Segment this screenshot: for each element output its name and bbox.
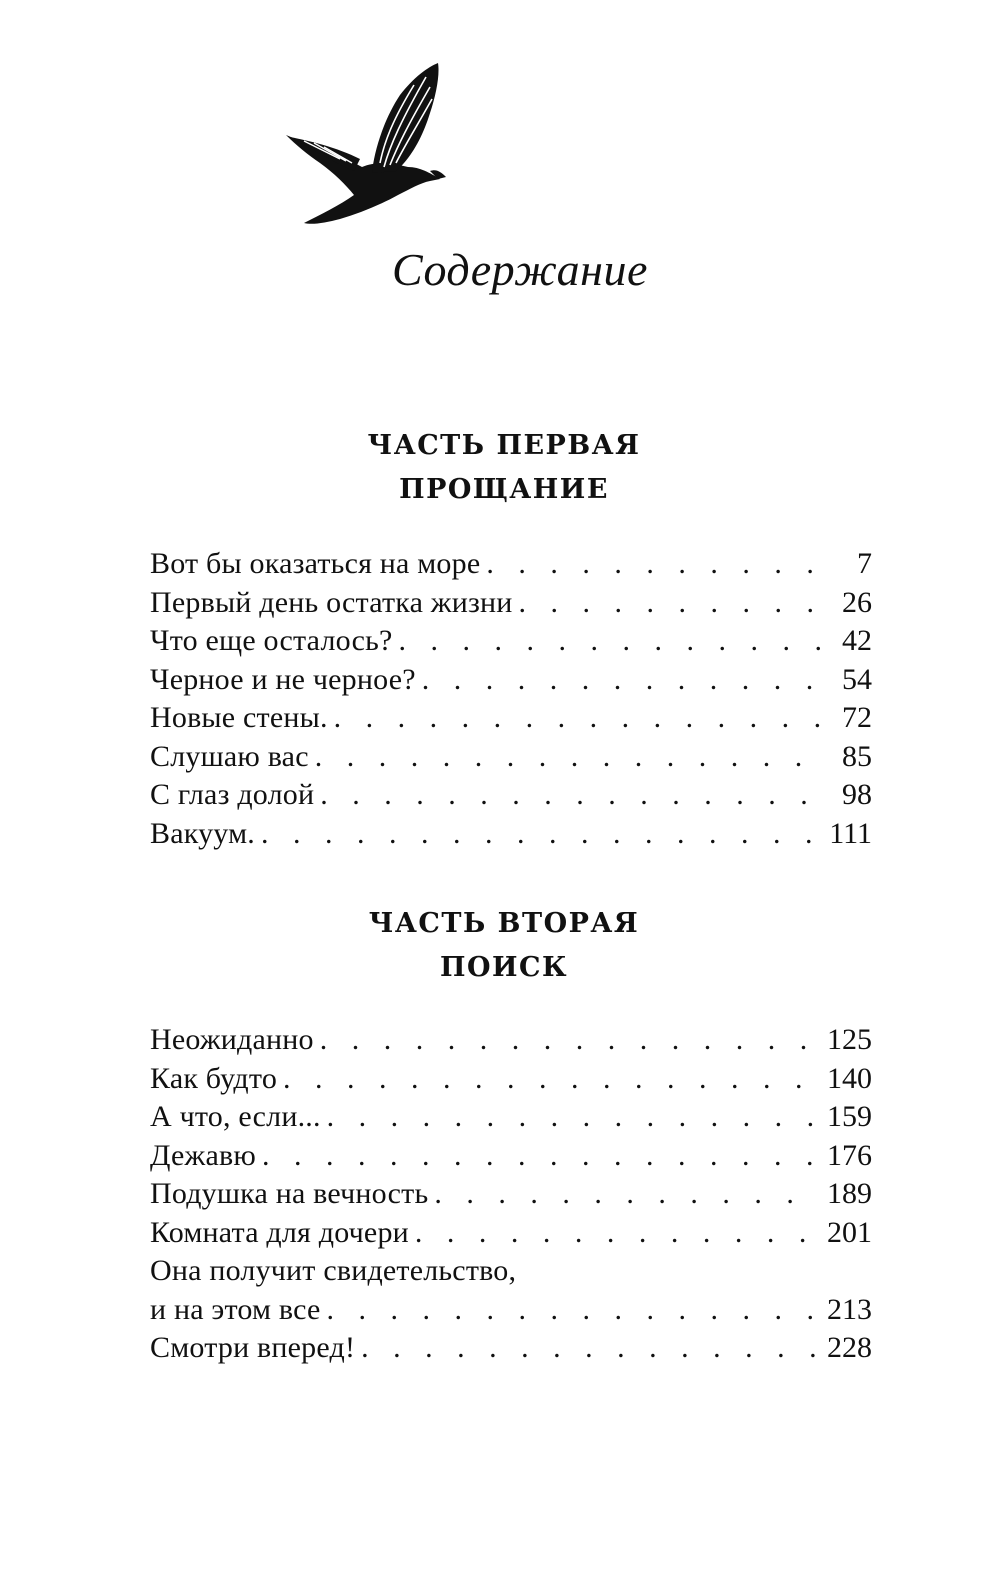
dot-leader bbox=[261, 815, 821, 854]
dot-leader bbox=[334, 699, 824, 738]
toc-entry-title: С глаз долой bbox=[150, 778, 315, 811]
dot-leader bbox=[361, 1329, 819, 1368]
part-one-label: ЧАСТЬ ПЕРВАЯ bbox=[367, 430, 641, 461]
toc-entry-page: 140 bbox=[827, 1061, 872, 1095]
toc-entry[interactable] bbox=[150, 1175, 872, 1214]
toc-entry-page: 7 bbox=[857, 547, 872, 580]
toc-entry[interactable] bbox=[150, 1214, 872, 1253]
toc-entry[interactable] bbox=[150, 1060, 872, 1099]
part-one-title: ПРОЩАНИЕ bbox=[399, 474, 609, 505]
bird-icon bbox=[280, 55, 460, 235]
toc-entry-title: Новые стены. bbox=[150, 701, 328, 734]
toc-entry-page: 54 bbox=[842, 662, 872, 696]
dot-leader bbox=[422, 661, 824, 700]
toc-entry[interactable] bbox=[150, 1137, 872, 1176]
toc-entry-page: 159 bbox=[827, 1100, 872, 1133]
dot-leader bbox=[327, 1098, 819, 1137]
toc-entry-page: 125 bbox=[827, 1023, 872, 1056]
toc-entry-page: 72 bbox=[842, 701, 872, 734]
dot-leader bbox=[519, 584, 824, 623]
toc-entry[interactable] bbox=[150, 1098, 872, 1137]
toc-entry-title: Вакуум. bbox=[150, 816, 255, 850]
toc-entry-page: 213 bbox=[827, 1292, 872, 1326]
toc-entry-page: 111 bbox=[829, 816, 872, 850]
dot-leader bbox=[486, 545, 824, 584]
toc-entry[interactable] bbox=[150, 699, 872, 738]
dot-leader bbox=[320, 776, 824, 815]
toc-entry-title: Дежавю bbox=[150, 1138, 256, 1172]
part-two-heading bbox=[0, 902, 1008, 990]
toc-entry[interactable] bbox=[150, 776, 872, 815]
dot-leader bbox=[434, 1175, 819, 1214]
dot-leader bbox=[262, 1137, 819, 1176]
contents-title: Содержание bbox=[392, 244, 648, 295]
dot-leader bbox=[283, 1060, 819, 1099]
toc-entry-page: 189 bbox=[827, 1177, 872, 1210]
toc-entry-page: 228 bbox=[827, 1331, 872, 1364]
toc-entry-title: Комната для дочери bbox=[150, 1215, 409, 1249]
toc-entry-title: Смотри вперед! bbox=[150, 1331, 356, 1364]
part-two-toc bbox=[150, 1021, 872, 1368]
toc-entry[interactable] bbox=[150, 738, 872, 777]
toc-entry-title: Черное и не черное? bbox=[150, 662, 416, 696]
toc-entry-page: 85 bbox=[842, 739, 872, 773]
toc-entry-page: 176 bbox=[827, 1138, 872, 1172]
toc-entry-title: Она получит свидетельство, bbox=[150, 1254, 517, 1287]
toc-entry[interactable] bbox=[150, 1021, 872, 1060]
toc-entry[interactable] bbox=[150, 622, 872, 661]
part-one-heading bbox=[0, 424, 1008, 512]
toc-entry[interactable] bbox=[150, 1252, 872, 1291]
contents-header bbox=[280, 55, 660, 295]
toc-entry-title: Подушка на вечность bbox=[150, 1177, 429, 1210]
dot-leader bbox=[315, 738, 824, 777]
toc-entry[interactable] bbox=[150, 584, 872, 623]
toc-entry-title: и на этом все bbox=[150, 1292, 321, 1326]
toc-entry-title: Неожиданно bbox=[150, 1023, 314, 1056]
toc-entry[interactable] bbox=[150, 815, 872, 854]
part-two-label: ЧАСТЬ ВТОРАЯ bbox=[368, 908, 640, 939]
part-one-toc bbox=[150, 545, 872, 853]
toc-entry-title: Вот бы оказаться на море bbox=[150, 547, 481, 580]
toc-entry[interactable] bbox=[150, 661, 872, 700]
toc-entry-page: 42 bbox=[842, 624, 872, 657]
toc-entry[interactable] bbox=[150, 1329, 872, 1368]
toc-entry-page: 26 bbox=[842, 585, 872, 619]
dot-leader bbox=[415, 1214, 819, 1253]
part-two-title: ПОИСК bbox=[439, 952, 569, 983]
dot-leader bbox=[320, 1021, 819, 1060]
toc-entry-title: А что, если... bbox=[150, 1100, 321, 1133]
dot-leader bbox=[399, 622, 825, 661]
toc-entry-title: Что еще осталось? bbox=[150, 624, 393, 657]
toc-entry-title: Первый день остатка жизни bbox=[150, 585, 513, 619]
toc-entry[interactable] bbox=[150, 1291, 872, 1330]
toc-entry-page: 201 bbox=[827, 1215, 872, 1249]
toc-entry-title: Как будто bbox=[150, 1061, 278, 1095]
dot-leader bbox=[327, 1291, 819, 1330]
toc-entry[interactable] bbox=[150, 545, 872, 584]
toc-entry-page: 98 bbox=[842, 778, 872, 811]
toc-entry-title: Слушаю вас bbox=[150, 739, 309, 773]
